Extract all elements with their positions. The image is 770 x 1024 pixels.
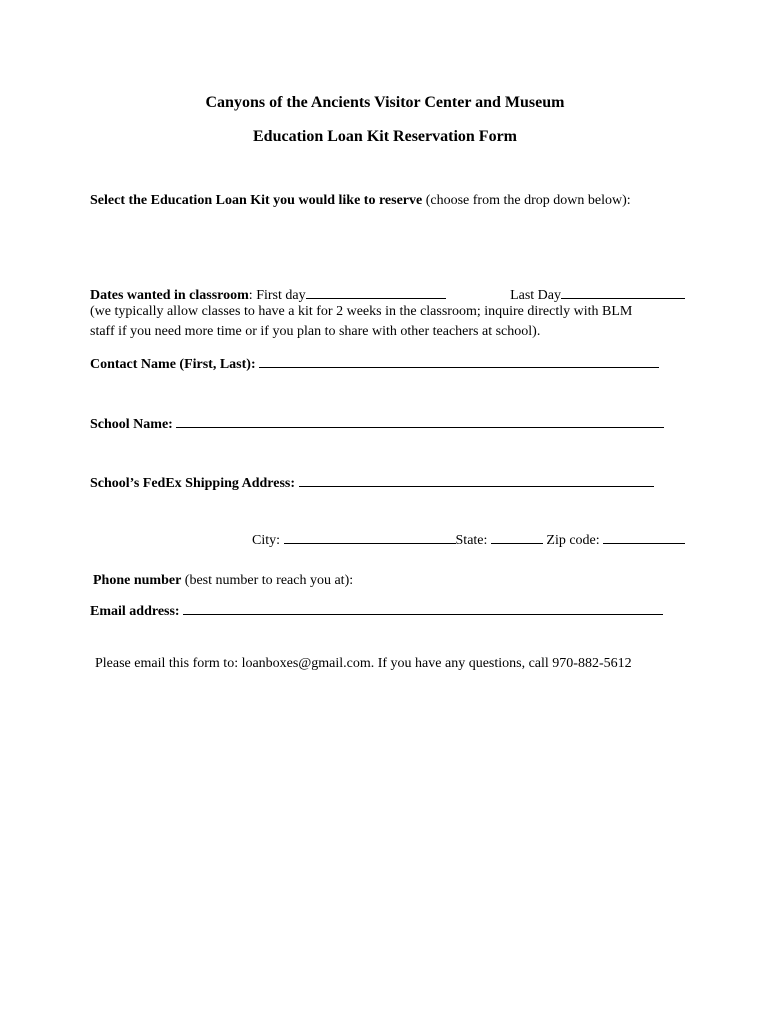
- dates-line: Dates wanted in classroom: First day Last Day: [90, 284, 685, 304]
- form-subtitle: Education Loan Kit Reservation Form: [253, 128, 517, 145]
- contact-label: Contact Name (First, Last):: [90, 357, 256, 372]
- zip-label: Zip code:: [546, 533, 600, 548]
- contact-line: [90, 353, 659, 373]
- phone-label: Phone number: [93, 573, 182, 588]
- email-label: Email address:: [90, 604, 180, 619]
- kit-select-label: Select the Education Loan Kit you would like to reserve: [90, 193, 423, 208]
- last-day-label: Last Day: [510, 288, 561, 303]
- email-line: [90, 600, 663, 620]
- address-field[interactable]: [299, 472, 654, 487]
- phone-field[interactable]: [357, 569, 557, 584]
- kit-select-line: [90, 193, 631, 209]
- contact-name-field[interactable]: [259, 353, 659, 368]
- kit-dropdown[interactable]: [90, 226, 686, 266]
- footer-instructions: Please email this form to: loanboxes@gmail.com. If you have any questions, call 970-882-5612: [95, 656, 632, 671]
- first-day-label: First day: [256, 288, 306, 303]
- dates-label: Dates wanted in classroom: [90, 288, 249, 303]
- dates-note-line-1: (we typically allow classes to have a kit for 2 weeks in the classroom; inquire directly with BLM: [90, 304, 633, 319]
- address-label: School’s FedEx Shipping Address:: [90, 476, 296, 491]
- phone-line: [93, 569, 557, 589]
- city-state-zip-line: [252, 529, 685, 549]
- school-line: [90, 413, 664, 433]
- city-field[interactable]: [284, 529, 456, 544]
- address-line: [90, 472, 654, 492]
- city-label: City:: [252, 533, 281, 548]
- school-name-field[interactable]: [176, 413, 664, 428]
- zip-code-field[interactable]: [603, 529, 685, 544]
- kit-select-hint: (choose from the drop down below):: [425, 193, 631, 208]
- email-field[interactable]: [183, 600, 663, 615]
- school-label: School Name:: [90, 417, 173, 432]
- state-field[interactable]: [491, 529, 543, 544]
- form-title: Canyons of the Ancients Visitor Center and Museum: [205, 94, 565, 111]
- first-day-field[interactable]: [306, 284, 446, 299]
- state-label: State:: [455, 533, 488, 548]
- phone-hint: (best number to reach you at):: [184, 573, 354, 588]
- last-day-field[interactable]: [561, 284, 685, 299]
- dates-note-line-2: staff if you need more time or if you plan to share with other teachers at school).: [90, 324, 541, 339]
